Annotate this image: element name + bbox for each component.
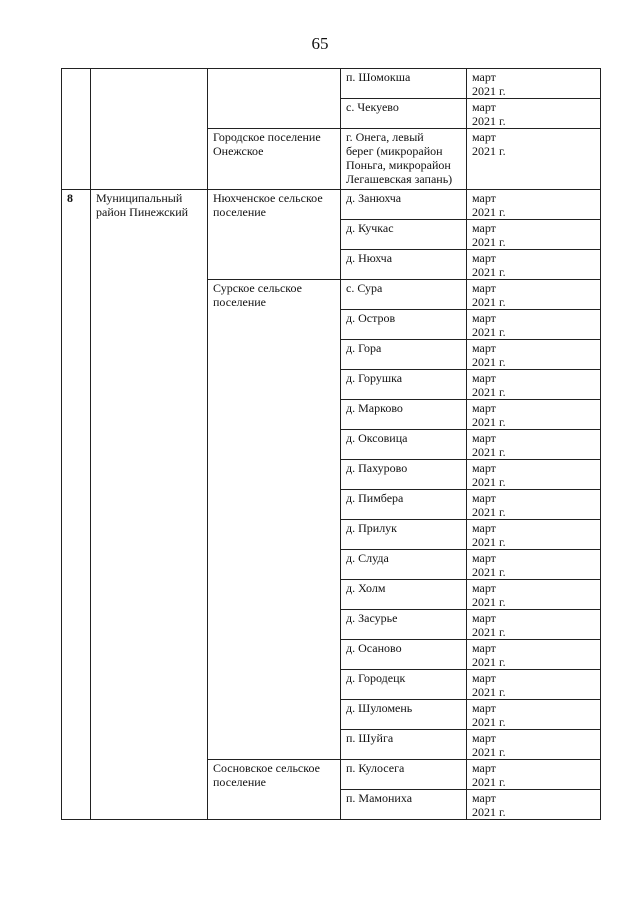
table-body bbox=[62, 69, 601, 820]
location-cell-text: с. Чекуево bbox=[346, 100, 399, 114]
date-cell-text: март 2021 г. bbox=[472, 311, 506, 339]
location-cell-text: п. Шуйга bbox=[346, 731, 394, 745]
location-cell-text: д. Слуда bbox=[346, 551, 389, 565]
date-cell bbox=[467, 580, 601, 610]
settlement-cell bbox=[208, 190, 341, 280]
date-cell bbox=[467, 190, 601, 220]
location-cell bbox=[341, 250, 467, 280]
date-cell bbox=[467, 790, 601, 820]
settlement-cell bbox=[208, 129, 341, 190]
date-cell bbox=[467, 640, 601, 670]
location-cell bbox=[341, 190, 467, 220]
date-cell-text: март 2021 г. bbox=[472, 791, 506, 819]
location-cell bbox=[341, 99, 467, 129]
location-cell bbox=[341, 400, 467, 430]
date-cell bbox=[467, 460, 601, 490]
location-cell bbox=[341, 370, 467, 400]
location-cell bbox=[341, 430, 467, 460]
location-cell bbox=[341, 460, 467, 490]
location-cell-text: д. Кучкас bbox=[346, 221, 394, 235]
location-cell bbox=[341, 550, 467, 580]
location-cell bbox=[341, 340, 467, 370]
date-cell-text: март 2021 г. bbox=[472, 761, 506, 789]
date-cell-text: март 2021 г. bbox=[472, 491, 506, 519]
location-cell-text: п. Шомокша bbox=[346, 70, 411, 84]
date-cell bbox=[467, 129, 601, 190]
date-cell-text: март 2021 г. bbox=[472, 221, 506, 249]
location-cell bbox=[341, 790, 467, 820]
settlement-cell bbox=[208, 280, 341, 760]
date-cell bbox=[467, 670, 601, 700]
location-cell-text: д. Марково bbox=[346, 401, 403, 415]
date-cell bbox=[467, 370, 601, 400]
date-cell bbox=[467, 760, 601, 790]
row-number-cell-text: 8 bbox=[67, 191, 73, 205]
table-row bbox=[62, 69, 601, 99]
district-cell bbox=[91, 69, 208, 190]
date-cell bbox=[467, 69, 601, 99]
location-cell-text: д. Пахурово bbox=[346, 461, 408, 475]
date-cell-text: март 2021 г. bbox=[472, 671, 506, 699]
location-cell bbox=[341, 760, 467, 790]
date-cell-text: март 2021 г. bbox=[472, 611, 506, 639]
location-cell-text: п. Мамониха bbox=[346, 791, 413, 805]
location-cell bbox=[341, 610, 467, 640]
date-cell-text: март 2021 г. bbox=[472, 461, 506, 489]
row-number-cell bbox=[62, 190, 91, 820]
location-cell-text: с. Сура bbox=[346, 281, 383, 295]
location-cell-text: д. Засурье bbox=[346, 611, 398, 625]
date-cell bbox=[467, 310, 601, 340]
settlement-cell-text: Сосновское сельское поселение bbox=[213, 761, 320, 789]
location-cell bbox=[341, 580, 467, 610]
location-cell bbox=[341, 520, 467, 550]
location-cell bbox=[341, 700, 467, 730]
location-cell bbox=[341, 490, 467, 520]
date-cell-text: март 2021 г. bbox=[472, 431, 506, 459]
location-cell-text: д. Городецк bbox=[346, 671, 406, 685]
date-cell-text: март 2021 г. bbox=[472, 401, 506, 429]
location-cell-text: д. Занюхча bbox=[346, 191, 402, 205]
row-number-cell bbox=[62, 69, 91, 190]
date-cell-text: март 2021 г. bbox=[472, 731, 506, 759]
location-cell bbox=[341, 280, 467, 310]
date-cell bbox=[467, 99, 601, 129]
date-cell bbox=[467, 250, 601, 280]
date-cell-text: март 2021 г. bbox=[472, 281, 506, 309]
date-cell-text: март 2021 г. bbox=[472, 551, 506, 579]
location-cell-text: г. Онега, левый берег (микрорайон Поньга, микрорайон Легашевская запань) bbox=[346, 130, 453, 186]
location-cell-text: д. Прилук bbox=[346, 521, 398, 535]
location-cell bbox=[341, 220, 467, 250]
district-cell-text: Муниципальный район Пинежский bbox=[96, 191, 189, 219]
location-cell bbox=[341, 640, 467, 670]
date-cell-text: март 2021 г. bbox=[472, 371, 506, 399]
date-cell-text: март 2021 г. bbox=[472, 701, 506, 729]
date-cell-text: март 2021 г. bbox=[472, 70, 506, 98]
date-cell bbox=[467, 730, 601, 760]
date-cell bbox=[467, 340, 601, 370]
date-cell bbox=[467, 700, 601, 730]
location-cell-text: д. Осаново bbox=[346, 641, 402, 655]
location-cell-text: п. Кулосега bbox=[346, 761, 405, 775]
date-cell bbox=[467, 280, 601, 310]
date-cell bbox=[467, 520, 601, 550]
location-cell bbox=[341, 69, 467, 99]
location-cell bbox=[341, 129, 467, 190]
district-cell bbox=[91, 190, 208, 820]
table-row bbox=[62, 190, 601, 220]
location-cell-text: д. Пимбера bbox=[346, 491, 404, 505]
location-cell-text: д. Остров bbox=[346, 311, 396, 325]
date-cell bbox=[467, 490, 601, 520]
location-cell bbox=[341, 730, 467, 760]
settlement-cell-text: Нюхченское сельское поселение bbox=[213, 191, 323, 219]
location-cell-text: д. Холм bbox=[346, 581, 386, 595]
date-cell bbox=[467, 550, 601, 580]
date-cell-text: март 2021 г. bbox=[472, 130, 506, 158]
location-cell bbox=[341, 670, 467, 700]
date-cell-text: март 2021 г. bbox=[472, 100, 506, 128]
schedule-table bbox=[61, 68, 601, 820]
location-cell-text: д. Нюхча bbox=[346, 251, 393, 265]
settlement-cell-text: Сурское сельское поселение bbox=[213, 281, 303, 309]
date-cell-text: март 2021 г. bbox=[472, 251, 506, 279]
date-cell-text: март 2021 г. bbox=[472, 641, 506, 669]
settlement-cell bbox=[208, 760, 341, 820]
location-cell-text: д. Оксовица bbox=[346, 431, 408, 445]
location-cell bbox=[341, 310, 467, 340]
location-cell-text: д. Горушка bbox=[346, 371, 403, 385]
location-cell-text: д. Гора bbox=[346, 341, 382, 355]
date-cell bbox=[467, 400, 601, 430]
date-cell bbox=[467, 430, 601, 460]
settlement-cell bbox=[208, 69, 341, 129]
date-cell bbox=[467, 610, 601, 640]
date-cell-text: март 2021 г. bbox=[472, 191, 506, 219]
date-cell-text: март 2021 г. bbox=[472, 341, 506, 369]
date-cell bbox=[467, 220, 601, 250]
settlement-cell-text: Городское поселение Онежское bbox=[213, 130, 321, 158]
page-number: 65 bbox=[311, 34, 329, 53]
location-cell-text: д. Шуломень bbox=[346, 701, 413, 715]
date-cell-text: март 2021 г. bbox=[472, 521, 506, 549]
date-cell-text: март 2021 г. bbox=[472, 581, 506, 609]
